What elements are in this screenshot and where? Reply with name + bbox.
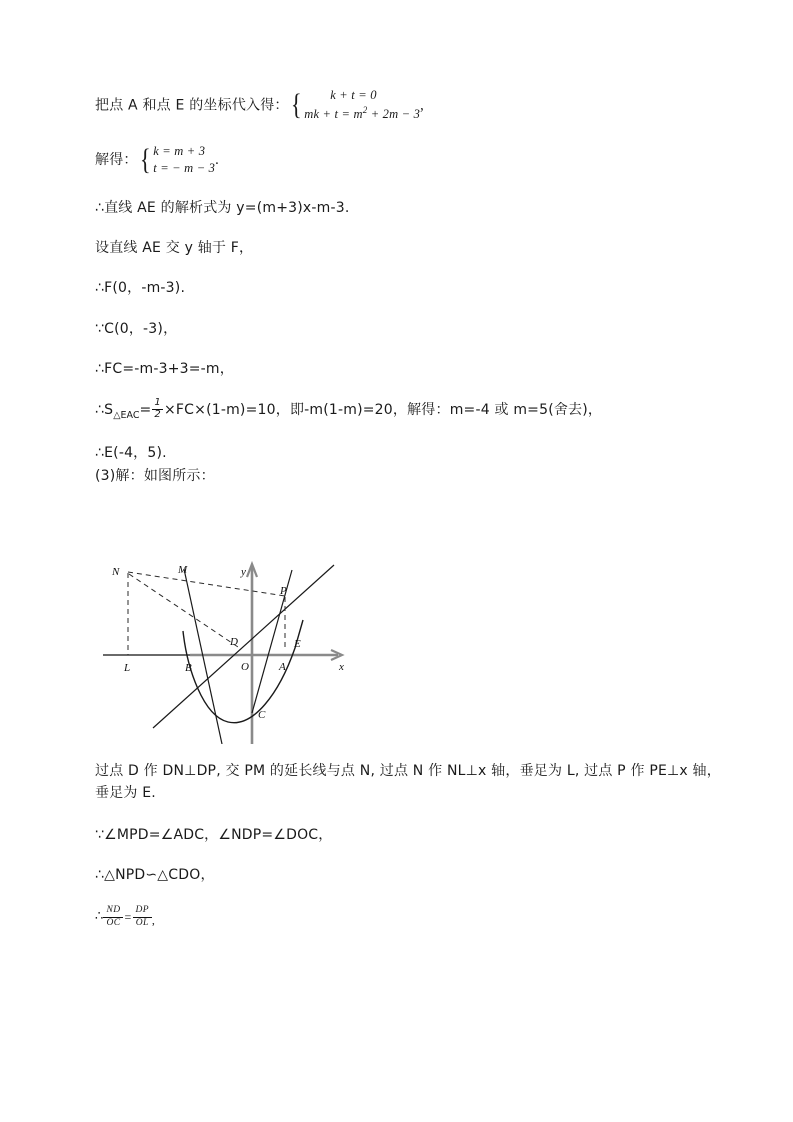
text-line-point-f: ∴F(0，-m-3). [95, 280, 186, 297]
fraction-numerator: 1 [154, 397, 161, 409]
text-line-solved-system [95, 144, 735, 178]
eq-1-exponent: 2 [362, 104, 368, 115]
figure-label-x-axis: x [339, 661, 344, 673]
text-line-point-e: ∴E(-4，5). [95, 444, 167, 461]
text-line-angles: ∵∠MPD=∠ADC，∠NDP=∠DOC， [95, 826, 333, 843]
ratio-fraction-right [132, 905, 151, 929]
figure-label-A: A [279, 661, 286, 673]
area-equals: = [139, 402, 152, 419]
text-line-similar-triangles: ∴△NPD∽△CDO， [95, 867, 215, 884]
figure-label-D: D [230, 636, 238, 648]
ratio-fraction-left [103, 905, 123, 929]
geometry-figure [95, 548, 360, 744]
eq-1-row-1: k + t = 0 [330, 88, 377, 102]
ratio-denominator-left: OC [103, 917, 123, 929]
line-1-tail: , [420, 97, 424, 114]
text-line-point-c: ∵C(0，-3)， [95, 320, 178, 337]
solution-text-body [95, 88, 735, 486]
eq-1-row-2b: + 2m − 3 [367, 107, 421, 122]
line-ae-diagonal [153, 565, 334, 728]
eq-2-row-2: t = − m − 3 [153, 160, 216, 175]
area-remainder: ×FC×(1-m)=10，即-m(1-m)=20，解得：m=-4 或 m=5(舍去)， [163, 402, 603, 419]
text-line-ae-expression: ∴直线 AE 的解析式为 y=(m+3)x-m-3. [95, 199, 350, 216]
figure-label-B: B [185, 662, 192, 674]
text-line-part-3-intro: (3)解：如图所示： [95, 468, 215, 484]
area-symbol: ∴S [95, 402, 114, 419]
text-line-ae-meets-y: 设直线 AE 交 y 轴于 F， [95, 239, 254, 256]
ratio-prefix: ∴ [95, 908, 104, 924]
figure-label-E: E [294, 638, 301, 650]
ratio-tail: , [151, 912, 156, 927]
text-line-fc-length: ∴FC=-m-3+3=-m， [95, 360, 234, 377]
ratio-numerator-right: DP [135, 905, 149, 916]
text-line-construction: 过点 D 作 DN⊥DP, 交 PM 的延长线与点 N, 过点 N 作 NL⊥x 轴，垂足为 L, 过点 P 作 PE⊥x 轴，垂足为 E. [95, 763, 721, 802]
figure-label-N: N [112, 566, 120, 578]
fraction-one-half [152, 398, 163, 420]
line-2-prefix: 解得： [95, 152, 138, 169]
equation-system-2 [138, 143, 216, 177]
figure-label-L: L [124, 662, 131, 674]
figure-label-C: C [258, 709, 266, 721]
equation-system-1 [289, 87, 420, 123]
left-brace-icon: { [290, 87, 302, 121]
eq-1-row-2 [304, 104, 420, 123]
line-1-prefix: 把点 A 和点 E 的坐标代入得： [95, 97, 289, 114]
eq-1-row-2a: mk + t = m [304, 107, 363, 122]
text-line-area-equation [95, 399, 735, 423]
figure-label-y-axis: y [241, 566, 246, 578]
ratio-denominator-right: OL [133, 917, 152, 929]
ratio-numerator-left: ND [106, 905, 121, 916]
eq-2-row-1: k = m + 3 [153, 143, 206, 158]
dashed-segment-np [128, 572, 285, 596]
area-subscript: △EAC [113, 409, 140, 421]
text-line-substitution [95, 88, 735, 124]
fraction-denominator: 2 [154, 408, 161, 420]
figure-label-P: P [280, 585, 287, 597]
ratio-equals: = [124, 910, 132, 925]
figure-label-origin: O [241, 661, 249, 673]
left-brace-icon-2: { [139, 142, 151, 176]
line-m-b-steep [184, 569, 222, 744]
line-2-tail: . [215, 152, 219, 169]
figure-label-M: M [178, 564, 188, 576]
solution-text-body-lower [95, 760, 735, 949]
text-line-ratio [95, 905, 735, 929]
